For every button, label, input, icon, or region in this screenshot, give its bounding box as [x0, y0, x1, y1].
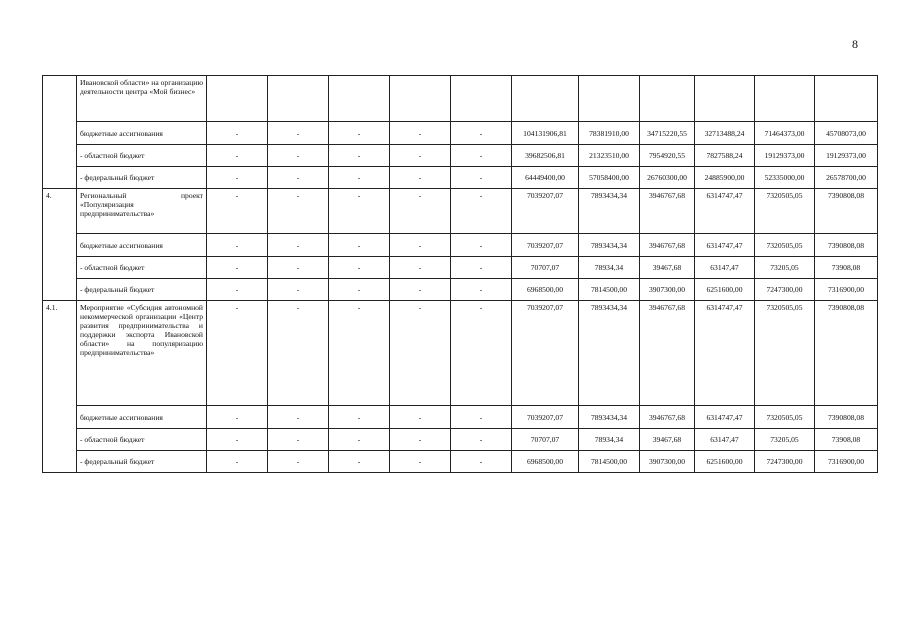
dash-cell: -: [268, 406, 329, 429]
value-cell: 3907300,00: [640, 451, 695, 473]
value-cell: 73908,08: [815, 429, 878, 451]
row-name-cell: - областной бюджет: [77, 257, 207, 279]
dash-cell: -: [451, 122, 512, 145]
value-cell: 7390808,08: [815, 234, 878, 257]
dash-cell: -: [268, 122, 329, 145]
value-cell: 7893434,34: [579, 301, 640, 406]
row-number-cell: [43, 76, 77, 189]
value-cell: 7039207,07: [512, 189, 579, 234]
dash-cell: [268, 76, 329, 122]
dash-cell: [451, 76, 512, 122]
dash-cell: -: [451, 301, 512, 406]
value-cell: 6968500,00: [512, 451, 579, 473]
value-cell: 7316900,00: [815, 451, 878, 473]
row-name-cell: - областной бюджет: [77, 145, 207, 167]
value-cell: 7893434,34: [579, 189, 640, 234]
value-cell: 63147,47: [695, 429, 755, 451]
value-cell: 71464373,00: [755, 122, 815, 145]
value-cell: 6314747,47: [695, 234, 755, 257]
row-name-cell: - федеральный бюджет: [77, 279, 207, 301]
value-cell: 7954920,55: [640, 145, 695, 167]
value-cell: [579, 76, 640, 122]
value-cell: 26578700,00: [815, 167, 878, 189]
dash-cell: -: [268, 234, 329, 257]
value-cell: 7039207,07: [512, 301, 579, 406]
value-cell: 78381910,00: [579, 122, 640, 145]
value-cell: 6314747,47: [695, 301, 755, 406]
table-row: [43, 76, 878, 122]
dash-cell: -: [207, 451, 268, 473]
value-cell: 52335000,00: [755, 167, 815, 189]
dash-cell: -: [207, 234, 268, 257]
value-cell: 26760300,00: [640, 167, 695, 189]
value-cell: 7893434,34: [579, 234, 640, 257]
table-row: [43, 167, 878, 189]
dash-cell: -: [451, 145, 512, 167]
value-cell: 19129373,00: [755, 145, 815, 167]
row-name-cell: Мероприятие «Субсидия автономной некоммерческой организации «Центр развития предпринимательства и поддержки экспорта Ивановской области» на популяризацию предпринимательства»: [77, 301, 207, 406]
dash-cell: -: [390, 167, 451, 189]
dash-cell: -: [207, 301, 268, 406]
value-cell: 21323510,00: [579, 145, 640, 167]
dash-cell: -: [268, 145, 329, 167]
dash-cell: -: [451, 234, 512, 257]
dash-cell: -: [329, 122, 390, 145]
value-cell: 7320505,05: [755, 301, 815, 406]
table-row: [43, 429, 878, 451]
row-number-cell: 4.1.: [43, 301, 77, 473]
table-row: [43, 145, 878, 167]
value-cell: 34715220,55: [640, 122, 695, 145]
value-cell: 70707,07: [512, 429, 579, 451]
value-cell: 39467,68: [640, 429, 695, 451]
value-cell: 3946767,68: [640, 301, 695, 406]
dash-cell: -: [268, 279, 329, 301]
value-cell: 7039207,07: [512, 234, 579, 257]
value-cell: 57058400,00: [579, 167, 640, 189]
dash-cell: -: [390, 279, 451, 301]
dash-cell: -: [390, 406, 451, 429]
value-cell: [640, 76, 695, 122]
dash-cell: -: [329, 451, 390, 473]
value-cell: 6314747,47: [695, 189, 755, 234]
value-cell: 7039207,07: [512, 406, 579, 429]
table-row: [43, 451, 878, 473]
table-row: [43, 122, 878, 145]
dash-cell: -: [390, 234, 451, 257]
row-name-cell: - областной бюджет: [77, 429, 207, 451]
dash-cell: -: [207, 122, 268, 145]
dash-cell: -: [390, 122, 451, 145]
dash-cell: -: [207, 429, 268, 451]
table-row: [43, 279, 878, 301]
value-cell: 6251600,00: [695, 451, 755, 473]
dash-cell: -: [268, 301, 329, 406]
dash-cell: -: [390, 257, 451, 279]
row-name-cell: бюджетные ассигнования: [77, 122, 207, 145]
dash-cell: -: [329, 429, 390, 451]
value-cell: 6314747,47: [695, 406, 755, 429]
dash-cell: -: [207, 257, 268, 279]
dash-cell: -: [329, 167, 390, 189]
table-row: [43, 406, 878, 429]
dash-cell: -: [390, 429, 451, 451]
value-cell: 73908,08: [815, 257, 878, 279]
value-cell: 7827588,24: [695, 145, 755, 167]
value-cell: 7893434,34: [579, 406, 640, 429]
value-cell: 6251600,00: [695, 279, 755, 301]
row-name-cell: - федеральный бюджет: [77, 451, 207, 473]
budget-table: [42, 75, 878, 473]
dash-cell: -: [268, 257, 329, 279]
value-cell: 32713488,24: [695, 122, 755, 145]
value-cell: 7247300,00: [755, 279, 815, 301]
value-cell: 24885900,00: [695, 167, 755, 189]
row-name-cell: бюджетные ассигнования: [77, 406, 207, 429]
value-cell: 7320505,05: [755, 406, 815, 429]
dash-cell: -: [268, 429, 329, 451]
value-cell: 64449400,00: [512, 167, 579, 189]
row-name-cell: Ивановской области» на организацию деятельности центра «Мой бизнес»: [77, 76, 207, 122]
value-cell: 7390808,08: [815, 301, 878, 406]
dash-cell: [390, 76, 451, 122]
row-number-cell: 4.: [43, 189, 77, 301]
dash-cell: -: [390, 301, 451, 406]
value-cell: 7390808,08: [815, 406, 878, 429]
value-cell: 73205,05: [755, 429, 815, 451]
value-cell: 3946767,68: [640, 234, 695, 257]
dash-cell: -: [329, 257, 390, 279]
dash-cell: [207, 76, 268, 122]
value-cell: [755, 76, 815, 122]
page-number: 8: [852, 37, 858, 51]
dash-cell: -: [207, 145, 268, 167]
value-cell: 7320505,05: [755, 189, 815, 234]
dash-cell: -: [451, 189, 512, 234]
dash-cell: [329, 76, 390, 122]
dash-cell: -: [329, 234, 390, 257]
dash-cell: -: [390, 451, 451, 473]
table-row: [43, 189, 878, 234]
value-cell: 7320505,05: [755, 234, 815, 257]
table-row: [43, 234, 878, 257]
dash-cell: -: [207, 279, 268, 301]
value-cell: 39682506,81: [512, 145, 579, 167]
dash-cell: -: [329, 189, 390, 234]
dash-cell: -: [451, 451, 512, 473]
value-cell: [695, 76, 755, 122]
table-row: [43, 301, 878, 406]
dash-cell: -: [268, 167, 329, 189]
dash-cell: -: [451, 429, 512, 451]
dash-cell: -: [329, 145, 390, 167]
value-cell: 7316900,00: [815, 279, 878, 301]
value-cell: 39467,68: [640, 257, 695, 279]
dash-cell: -: [451, 279, 512, 301]
value-cell: 6968500,00: [512, 279, 579, 301]
value-cell: 7247300,00: [755, 451, 815, 473]
dash-cell: -: [268, 451, 329, 473]
dash-cell: -: [329, 406, 390, 429]
dash-cell: -: [329, 279, 390, 301]
row-name-cell: Региональный проект «Популяризация предпринимательства»: [77, 189, 207, 234]
value-cell: 70707,07: [512, 257, 579, 279]
value-cell: 7390808,08: [815, 189, 878, 234]
value-cell: 3946767,68: [640, 406, 695, 429]
dash-cell: -: [451, 257, 512, 279]
dash-cell: -: [390, 189, 451, 234]
value-cell: 78934,34: [579, 429, 640, 451]
dash-cell: -: [207, 167, 268, 189]
value-cell: 3907300,00: [640, 279, 695, 301]
value-cell: 7814500,00: [579, 279, 640, 301]
value-cell: [815, 76, 878, 122]
table-row: [43, 257, 878, 279]
value-cell: 78934,34: [579, 257, 640, 279]
dash-cell: -: [329, 301, 390, 406]
dash-cell: -: [451, 167, 512, 189]
value-cell: 7814500,00: [579, 451, 640, 473]
table-body: [43, 76, 878, 473]
row-name-cell: - федеральный бюджет: [77, 167, 207, 189]
row-name-cell: бюджетные ассигнования: [77, 234, 207, 257]
value-cell: 19129373,00: [815, 145, 878, 167]
dash-cell: -: [207, 189, 268, 234]
dash-cell: -: [207, 406, 268, 429]
value-cell: 104131906,81: [512, 122, 579, 145]
value-cell: 63147,47: [695, 257, 755, 279]
value-cell: [512, 76, 579, 122]
dash-cell: -: [451, 406, 512, 429]
dash-cell: -: [390, 145, 451, 167]
value-cell: 3946767,68: [640, 189, 695, 234]
value-cell: 73205,05: [755, 257, 815, 279]
dash-cell: -: [268, 189, 329, 234]
value-cell: 45708073,00: [815, 122, 878, 145]
